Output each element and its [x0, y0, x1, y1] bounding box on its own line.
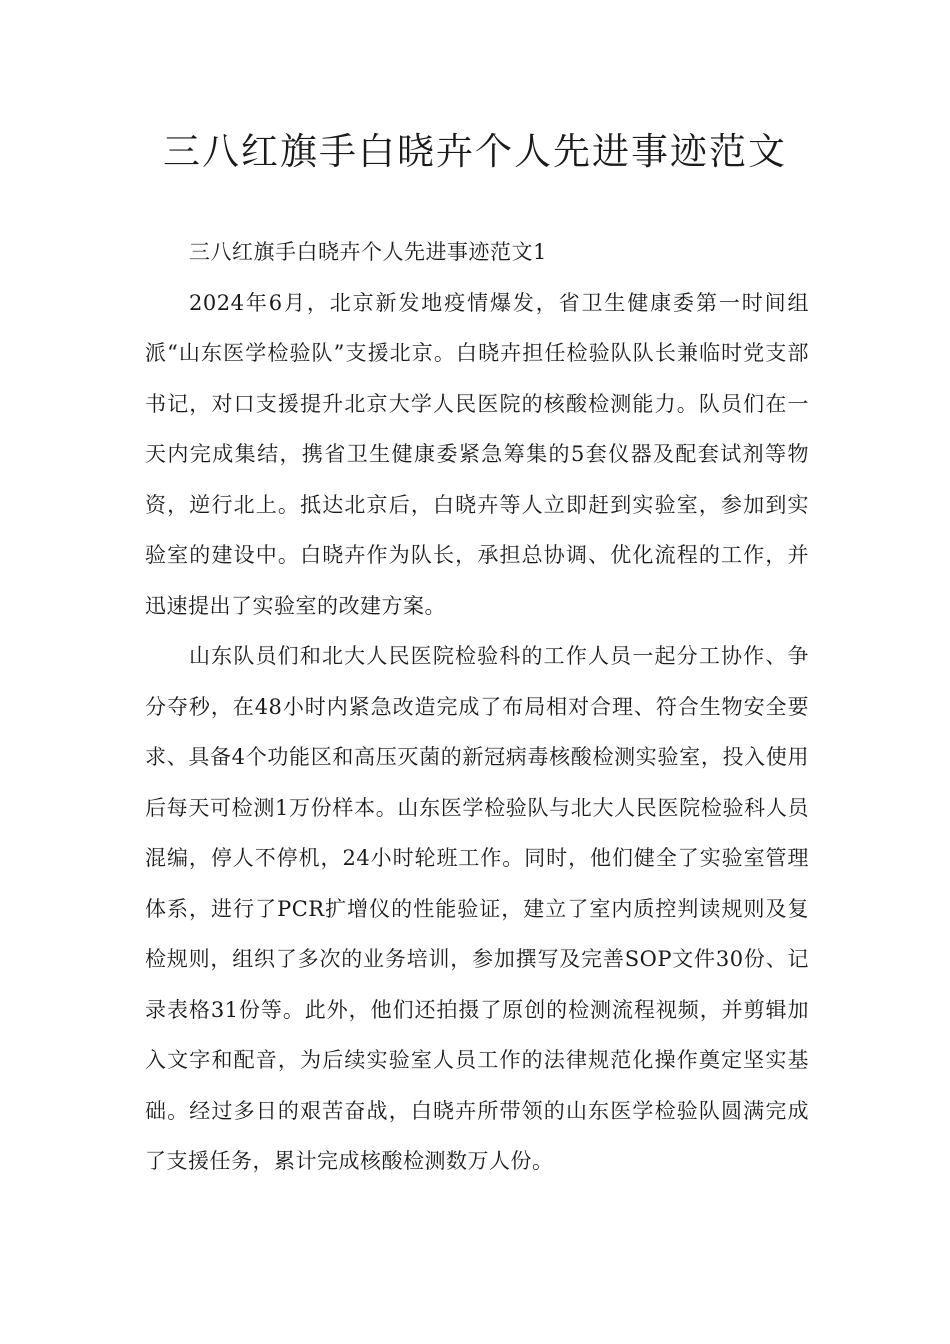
document-body — [145, 227, 809, 1187]
section-subheading: 三八红旗手白晓卉个人先进事迹范文1 — [189, 240, 547, 264]
document-title: 三八红旗手白晓卉个人先进事迹范文 — [163, 130, 787, 173]
paragraph-2: 山东队员们和北大人民医院检验科的工作人员一起分工协作、争分夺秒，在48小时内紧急改造完成了布局相对合理、符合生物安全要求、具备4个功能区和高压灭菌的新冠病毒核酸检测实验室，投入使用后每天可检测1万份样本。山东医学检验队与北大人民医院检验科人员混编，停人不停机，24小时轮班工作。同时，他们健全了实验室管理体系，进行了PCR扩增仪的性能验证，建立了室内质控判读规则及复检规则，组织了多次的业务培训，参加撰写及完善SOP文件30份、记录表格31份等。此外，他们还拍摄了原创的检测流程视频，并剪辑加入文字和配音，为后续实验室人员工作的法律规范化操作奠定坚实基础。经过多日的艰苦奋战，白晓卉所带领的山东医学检验队圆满完成了支援任务，累计完成核酸检测数万人份。 — [145, 644, 809, 1173]
paragraph-1: 2024年6月，北京新发地疫情爆发，省卫生健康委第一时间组派“山东医学检验队”支援北京。白晓卉担任检验队队长兼临时党支部书记，对口支援提升北京大学人民医院的核酸检测能力。队员们在一天内完成集结，携省卫生健康委紧急筹集的5套仪器及配套试剂等物资，逆行北上。抵达北京后，白晓卉等人立即赶到实验室，参加到实验室的建设中。白晓卉作为队长，承担总协调、优化流程的工作，并迅速提出了实验室的改建方案。 — [145, 290, 809, 618]
